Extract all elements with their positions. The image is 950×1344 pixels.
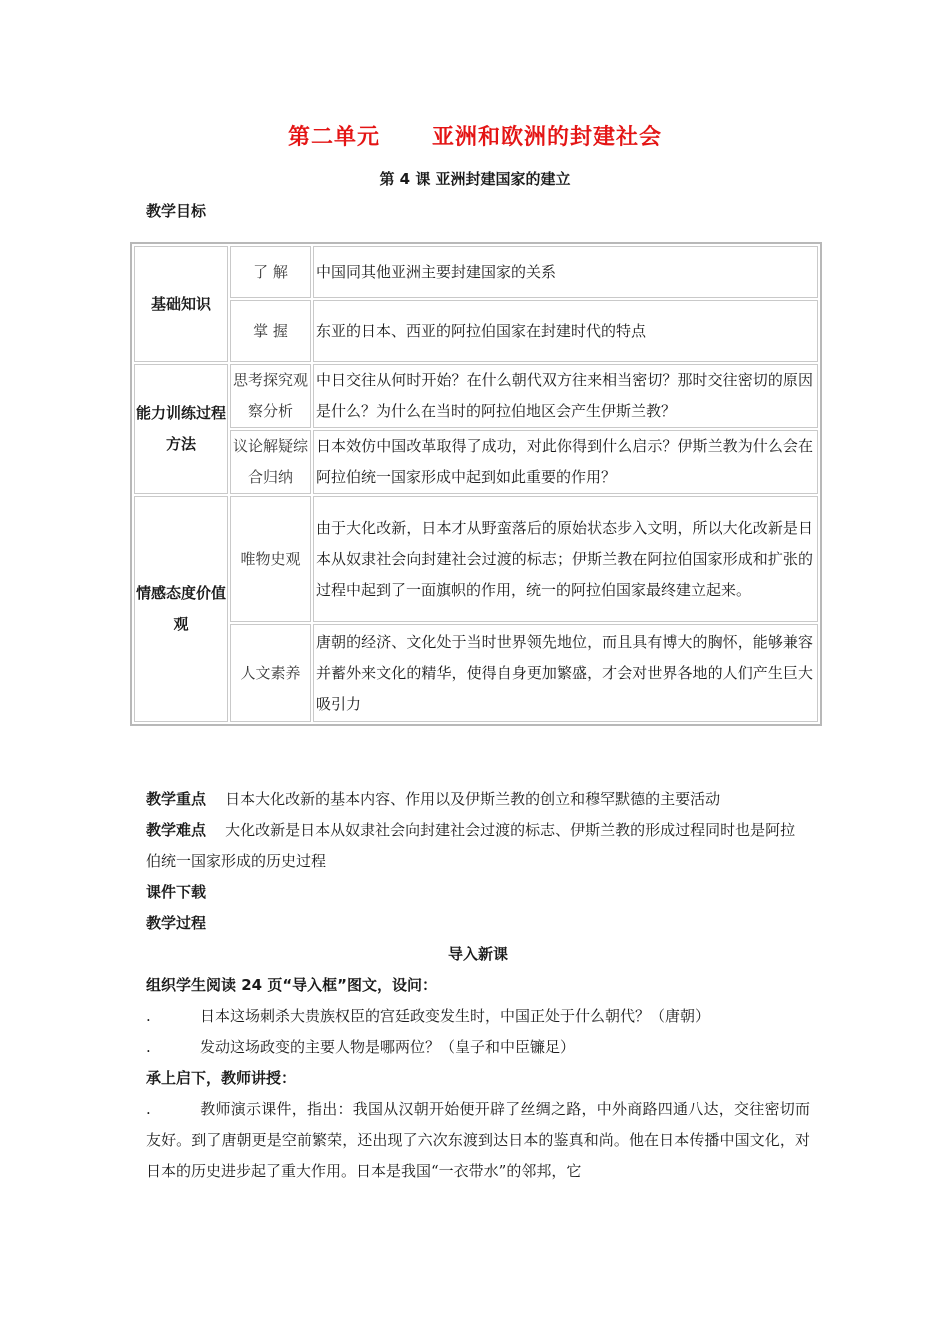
lecture-text: 教师演示课件，指出：我国从汉朝开始便开辟了丝绸之路，中外商路四通八达，交往密切而友好。到了唐朝更是空前繁荣，还出现了六次东渡到达日本的鉴真和尚。他在日本传播中国文化，对日本的历史进步起了重大作用。日本是我国“一衣带水”的邻邦，它 [146, 1100, 810, 1180]
table-row [134, 300, 818, 362]
bullet: . [146, 1100, 151, 1118]
bullet: . [146, 1007, 151, 1025]
question-text: 发动这场政变的主要人物是哪两位？（皇子和中臣镰足） [200, 1038, 576, 1056]
bullet: . [146, 1038, 151, 1056]
key-point-text: 日本大化改新的基本内容、作用以及伊斯兰教的创立和穆罕默德的主要活动 [225, 790, 721, 808]
difficulty-text: 大化改新是日本从奴隶社会向封建社会过渡的标志、伊斯兰教的形成过程同时也是阿拉伯统一国家形成的历史过程 [146, 821, 796, 870]
lesson-title: 第 4 课 亚洲封建国家的建立 [379, 170, 571, 188]
lecture-paragraph [146, 1094, 810, 1187]
question-item [146, 1001, 810, 1032]
objective-content: 日本效仿中国改革取得了成功，对此你得到什么启示？伊斯兰教为什么会在阿拉伯统一国家形成中起到如此重要的作用？ [313, 430, 818, 494]
difficulty-label: 教学难点 [146, 821, 207, 839]
category-emotion: 情感态度价值 观 [134, 496, 228, 722]
category-ability: 能力训练过程方法 [134, 364, 228, 494]
unit-title: 第二单元 亚洲和欧洲的封建社会 [288, 125, 662, 150]
sub-label: 人文素养 [230, 624, 311, 722]
key-point [146, 784, 810, 815]
process-label: 教学过程 [146, 914, 207, 932]
table-row [134, 496, 818, 622]
sub-label: 唯物史观 [230, 496, 311, 622]
intro-heading: 导入新课 [447, 945, 508, 963]
category-basic: 基础知识 [134, 246, 228, 362]
objective-content: 由于大化改新，日本才从野蛮落后的原始状态步入文明，所以大化改新是日本从奴隶社会向封建社会过渡的标志；伊斯兰教在阿拉伯国家形成和扩张的过程中起到了一面旗帜的作用，统一的阿拉伯国家最终建立起来。 [313, 496, 818, 622]
difficulty [146, 815, 810, 877]
table-row [134, 430, 818, 494]
sub-label: 了 解 [230, 246, 311, 298]
objectives-label: 教学目标 [146, 202, 207, 220]
objective-content: 唐朝的经济、文化处于当时世界领先地位，而且具有博大的胸怀，能够兼容并蓄外来文化的精华，使得自身更加繁盛，才会对世界各地的人们产生巨大吸引力 [313, 624, 818, 722]
key-point-label: 教学重点 [146, 790, 207, 808]
sub-label: 掌 握 [230, 300, 311, 362]
objective-content: 中国同其他亚洲主要封建国家的关系 [313, 246, 818, 298]
sub-label: 思考探究观察分析 [230, 364, 311, 428]
transition-line: 承上启下，教师讲授： [146, 1069, 297, 1087]
sub-label: 议论解疑综合归纳 [230, 430, 311, 494]
objectives-table [130, 242, 822, 726]
table-row [134, 246, 818, 298]
download-label: 课件下载 [146, 883, 207, 901]
question-text: 日本这场刺杀大贵族权臣的宫廷政变发生时，中国正处于什么朝代？（唐朝） [200, 1007, 711, 1025]
objective-content: 东亚的日本、西亚的阿拉伯国家在封建时代的特点 [313, 300, 818, 362]
table-row [134, 624, 818, 722]
reading-prompt: 组织学生阅读 24 页“导入框”图文，设问： [146, 976, 438, 994]
objective-content: 中日交往从何时开始？在什么朝代双方往来相当密切？那时交往密切的原因是什么？为什么在当时的阿拉伯地区会产生伊斯兰教？ [313, 364, 818, 428]
lesson-body [146, 784, 810, 1187]
question-item [146, 1032, 810, 1063]
table-row [134, 364, 818, 428]
